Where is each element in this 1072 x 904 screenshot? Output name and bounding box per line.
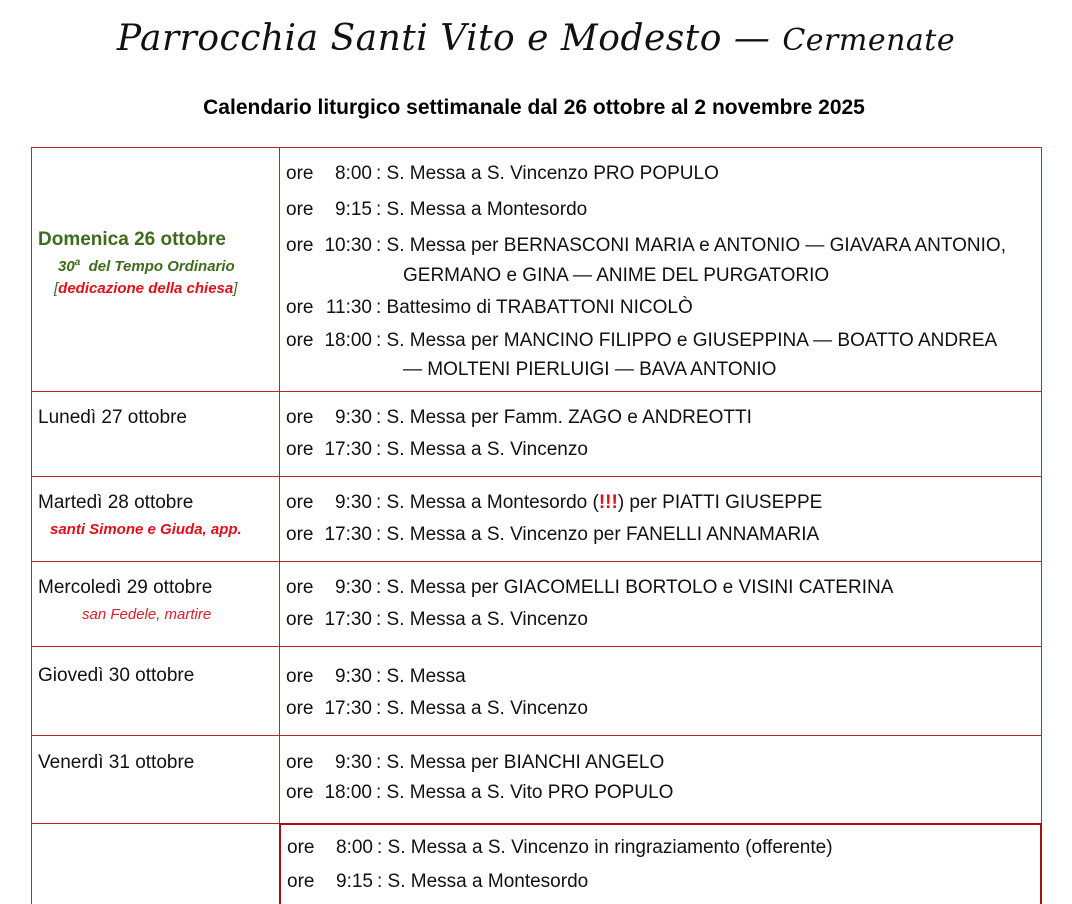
event-item [286, 228, 1041, 292]
ore-label: ore [286, 577, 314, 598]
ore-label: ore [286, 698, 314, 719]
event-time: 9:30 [335, 752, 372, 773]
day-cell [32, 824, 280, 904]
event-text: : S. Messa a Montesordo ( [376, 492, 599, 513]
event-item [286, 434, 1041, 466]
ore-label: ore [286, 492, 314, 513]
day-note-saint: san Fedele, martire [82, 606, 212, 623]
ore-label: ore [287, 837, 315, 858]
day-row-giovedi [32, 647, 1042, 736]
event-time: 9:30 [335, 666, 372, 687]
event-item [286, 778, 1041, 808]
event-text-after: ) per PIATTI GIUSEPPE [617, 492, 823, 513]
event-time: 17:30 [324, 439, 372, 460]
ore-label: ore [286, 752, 314, 773]
event-text: : S. Messa per Famm. ZAGO e ANDREOTTI [376, 407, 752, 428]
day-cell [32, 562, 280, 646]
event-time: 18:00 [324, 330, 372, 351]
day-row-venerdi [32, 736, 1042, 824]
event-time: 8:00 [336, 837, 373, 858]
day-cell [32, 148, 280, 391]
event-text: : Battesimo di TRABATTONI NICOLÒ [376, 297, 693, 318]
parish-place: Cermenate [782, 23, 956, 58]
ore-label: ore [286, 524, 314, 545]
ore-label: ore [286, 782, 314, 803]
day-name: Lunedì 27 ottobre [38, 407, 187, 428]
calendar-subtitle: Calendario liturgico settimanale dal 26 ottobre al 2 novembre 2025 [203, 96, 865, 119]
event-time: 17:30 [324, 698, 372, 719]
event-text: : S. Messa a S. Vincenzo [376, 439, 588, 460]
events-cell [280, 647, 1042, 735]
event-time: 9:30 [335, 407, 372, 428]
day-note-saint: santi Simone e Giuda, app. [50, 521, 242, 538]
ore-label: ore [286, 297, 314, 318]
dedication-text: dedicazione della chiesa [58, 280, 234, 297]
event-text: : S. Messa a S. Vito PRO POPULO [376, 782, 674, 803]
event-text: : S. Messa a S. Vincenzo [376, 698, 588, 719]
ore-label: ore [286, 609, 314, 630]
day-name: Domenica 26 ottobre [38, 229, 226, 250]
ore-label: ore [286, 439, 314, 460]
day-note-dedication [38, 280, 279, 297]
day-cell [32, 736, 280, 823]
day-cell [32, 647, 280, 735]
ore-label: ore [286, 330, 314, 351]
parish-name: Parrocchia Santi Vito e Modesto [116, 18, 722, 59]
event-text: : S. Messa per MANCINO FILIPPO e GIUSEPPINA — BOATTO ANDREA [376, 330, 998, 351]
bracket-close: ] [233, 280, 238, 297]
event-item [286, 402, 1041, 434]
event-time: 11:30 [325, 297, 372, 318]
event-item [287, 832, 1040, 864]
ordinal-sup: a [74, 257, 81, 268]
day-name: Mercoledì 29 ottobre [38, 577, 213, 598]
ore-label: ore [286, 235, 314, 256]
liturgical-calendar-table [31, 147, 1042, 904]
ore-label: ore [286, 163, 314, 184]
events-cell [280, 736, 1042, 823]
day-name: Martedì 28 ottobre [38, 492, 194, 513]
event-time: 9:15 [336, 871, 373, 892]
ore-label: ore [287, 871, 315, 892]
day-name: Giovedì 30 ottobre [38, 665, 195, 686]
event-item [286, 292, 1041, 324]
event-text: : S. Messa a S. Vincenzo per FANELLI ANNAMARIA [376, 524, 820, 545]
day-row-next [32, 824, 1042, 904]
event-text: : S. Messa a Montesordo [377, 871, 589, 892]
day-cell [32, 392, 280, 476]
event-item [286, 693, 1041, 725]
event-time: 10:30 [324, 235, 372, 256]
title-separator: — [721, 18, 783, 59]
event-item [286, 748, 1041, 778]
events-cell [279, 823, 1042, 904]
parish-title [0, 18, 1072, 59]
ore-label: ore [286, 199, 314, 220]
event-time: 17:30 [324, 524, 372, 545]
event-text: : S. Messa per GIACOMELLI BORTOLO e VISINI CATERINA [376, 577, 894, 598]
day-name: Venerdì 31 ottobre [38, 752, 195, 773]
event-time: 8:00 [335, 163, 372, 184]
day-row-mercoledi [32, 562, 1042, 647]
event-text: : S. Messa a Montesordo [376, 199, 588, 220]
day-cell [32, 477, 280, 561]
event-text: : S. Messa a S. Vincenzo in ringraziamento (offerente) [377, 837, 833, 858]
ordinal-rest: del Tempo Ordinario [80, 258, 235, 275]
day-row-domenica [32, 148, 1042, 392]
ore-label: ore [286, 407, 314, 428]
bracket-open: [ [54, 280, 59, 297]
emphasis-marks: !!! [598, 492, 618, 513]
event-item [286, 572, 1041, 604]
event-text-continued: — MOLTENI PIERLUIGI — BAVA ANTONIO [403, 359, 777, 380]
events-cell [280, 392, 1042, 476]
event-item [286, 604, 1041, 636]
event-text: : S. Messa a S. Vincenzo [376, 609, 588, 630]
event-time: 17:30 [324, 609, 372, 630]
event-item [286, 487, 1041, 519]
ore-label: ore [286, 666, 314, 687]
events-cell [280, 477, 1042, 561]
event-item [287, 864, 1040, 900]
events-cell [280, 148, 1042, 391]
ordinal-number: 30 [58, 258, 75, 275]
event-time: 9:30 [335, 492, 372, 513]
event-text: : S. Messa per BIANCHI ANGELO [376, 752, 665, 773]
event-time: 18:00 [324, 782, 372, 803]
day-note-sunday-ordinal [38, 257, 279, 275]
event-time: 9:15 [335, 199, 372, 220]
event-text: : S. Messa per BERNASCONI MARIA e ANTONIO — GIAVARA ANTONIO, [376, 235, 1006, 256]
event-item [286, 324, 1041, 386]
event-item [286, 156, 1041, 192]
event-item [286, 192, 1041, 228]
event-item [286, 519, 1041, 551]
event-time: 9:30 [335, 577, 372, 598]
day-row-lunedi [32, 392, 1042, 477]
event-text-continued: GERMANO e GINA — ANIME DEL PURGATORIO [403, 265, 830, 286]
event-text: : S. Messa a S. Vincenzo PRO POPULO [376, 163, 719, 184]
event-item [286, 661, 1041, 693]
day-row-martedi [32, 477, 1042, 562]
event-text: : S. Messa [376, 666, 466, 687]
events-cell [280, 562, 1042, 646]
